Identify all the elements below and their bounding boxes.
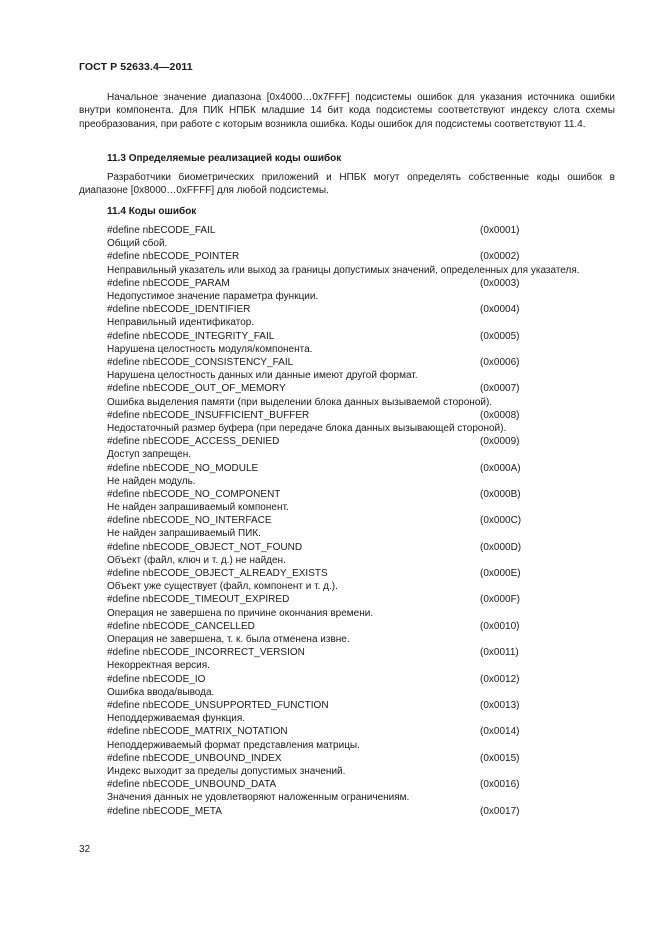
define-name: #define nbECODE_INTEGRITY_FAIL (107, 330, 275, 342)
error-code-value: (0x0017) (480, 805, 520, 817)
define-name: #define nbECODE_UNSUPPORTED_FUNCTION (107, 700, 329, 712)
error-code-define (79, 224, 615, 237)
define-name: #define nbECODE_UNBOUND_INDEX (107, 752, 282, 764)
error-code-value: (0x0013) (480, 700, 520, 712)
error-code-value: (0x0010) (480, 620, 520, 632)
section-11-4-heading: 11.4 Коды ошибок (107, 206, 197, 217)
error-code-value: (0x0001) (480, 225, 520, 236)
define-name: #define nbECODE_MATRIX_NOTATION (107, 726, 288, 738)
define-name: #define nbECODE_OUT_OF_MEMORY (107, 383, 286, 395)
error-code-description: Неправильный указатель или выход за границы допустимых значений, определенных для указателя. (107, 264, 580, 276)
define-name: #define nbECODE_IDENTIFIER (107, 304, 251, 316)
error-code-value: (0x0007) (480, 383, 520, 395)
define-name: #define nbECODE_INSUFFICIENT_BUFFER (107, 409, 310, 421)
error-code-define (79, 330, 615, 343)
error-code-define (79, 699, 615, 712)
error-code-description: Неподдерживаемая функция. (107, 713, 246, 725)
define-name: #define nbECODE_IO (107, 673, 206, 685)
error-code-description: Ошибка выделения памяти (при выделении блока данных вызываемой стороной). (107, 396, 493, 408)
define-name: #define nbECODE_NO_MODULE (107, 462, 259, 474)
error-code-define (79, 541, 615, 554)
error-code-define (79, 567, 615, 580)
error-code-description: Операция не завершена по причине окончания времени. (107, 607, 374, 619)
error-code-value: (0x000F) (480, 594, 521, 606)
error-code-description: Недопустимое значение параметра функции. (107, 290, 319, 302)
define-name: #define nbECODE_FAIL (107, 225, 216, 236)
error-code-value: (0x0012) (480, 673, 520, 685)
define-name: #define nbECODE_POINTER (107, 251, 240, 263)
error-code-define (79, 620, 615, 633)
section-11-3-paragraph (79, 171, 615, 198)
define-name: #define nbECODE_PARAM (107, 277, 230, 289)
define-name: #define nbECODE_ACCESS_DENIED (107, 436, 280, 448)
define-name: #define nbECODE_INCORRECT_VERSION (107, 647, 305, 659)
define-name: #define nbECODE_OBJECT_ALREADY_EXISTS (107, 568, 328, 580)
error-code-description: Общий сбой. (107, 238, 168, 250)
error-code-define (79, 488, 615, 501)
error-code-description: Доступ запрещен. (107, 449, 191, 461)
error-code-define (79, 752, 615, 765)
error-code-description: Объект уже существует (файл, компонент и т. д.). (107, 581, 338, 593)
error-code-value: (0x0014) (480, 726, 520, 738)
error-code-value: (0x000D) (480, 541, 522, 553)
error-code-define (79, 593, 615, 606)
error-code-define (79, 514, 615, 527)
error-code-define (79, 725, 615, 738)
error-code-value: (0x0015) (480, 752, 520, 764)
error-code-description: Недостаточный размер буфера (при передаче блока данных вызывающей стороной). (107, 422, 507, 434)
intro-paragraph (79, 91, 615, 131)
error-code-value: (0x0016) (480, 779, 520, 791)
error-code-value: (0x0004) (480, 304, 520, 316)
error-code-define (79, 435, 615, 448)
error-code-define (79, 382, 615, 395)
define-name: #define nbECODE_TIMEOUT_EXPIRED (107, 594, 290, 606)
error-code-description: Неподдерживаемый формат представления матрицы. (107, 739, 360, 751)
error-code-value: (0x0005) (480, 330, 520, 342)
error-code-value: (0x0011) (480, 647, 519, 659)
document-header: ГОСТ Р 52633.4—2011 (79, 61, 193, 73)
error-code-description: Индекс выходит за пределы допустимых значений. (107, 766, 346, 777)
error-code-value: (0x0003) (480, 277, 520, 289)
error-code-define (79, 250, 615, 263)
error-code-description: Ошибка ввода/вывода. (107, 686, 215, 698)
error-code-description: Значения данных не удовлетворяют наложенным ограничениям. (107, 792, 410, 804)
error-code-define (79, 646, 615, 659)
error-code-define (79, 303, 615, 316)
error-code-description: Нарушена целостность модуля/компонента. (107, 343, 313, 355)
error-code-define (79, 409, 615, 422)
error-code-value: (0x000A) (480, 462, 521, 474)
error-code-value: (0x0008) (480, 409, 520, 421)
define-name: #define nbECODE_META (107, 805, 222, 817)
error-code-description: Некорректная версия. (107, 660, 210, 672)
error-code-description: Неправильный идентификатор. (107, 317, 255, 329)
error-code-description: Объект (файл, ключ и т. д.) не найден. (107, 554, 286, 566)
error-code-description: Не найден запрашиваемый ПИК. (107, 528, 261, 540)
define-name: #define nbECODE_CONSISTENCY_FAIL (107, 356, 294, 368)
error-code-value: (0x000E) (480, 568, 521, 580)
define-name: #define nbECODE_OBJECT_NOT_FOUND (107, 541, 303, 553)
error-code-description: Нарушена целостность данных или данные имеют другой формат. (107, 370, 418, 382)
error-code-value: (0x0002) (480, 251, 520, 263)
error-code-description: Не найден запрашиваемый компонент. (107, 502, 289, 514)
section-11-3-text: Разработчики биометрических приложений и НПБК могут определять собственные коды ошибок в диапазоне [0x8000…0xFFFF] для любой подсистемы. (79, 172, 615, 197)
error-code-list (79, 224, 615, 818)
error-code-define (79, 673, 615, 686)
error-code-value: (0x0006) (480, 356, 520, 368)
error-code-description: Не найден модуль. (107, 475, 196, 487)
define-name: #define nbECODE_UNBOUND_DATA (107, 779, 277, 791)
error-code-define (79, 277, 615, 290)
error-code-define (79, 462, 615, 475)
define-name: #define nbECODE_NO_INTERFACE (107, 515, 272, 527)
intro-text: Начальное значение диапазона [0x4000…0x7FFF] подсистемы ошибок для указания источника ошибки внутри компонента. Для ПИК НПБК младшие 14 бит кода подсистемы соответствуют индексу слота схемы преобразования, при работе с которым возникла ошибка. Коды ошибок для подсистемы соответствуют 11.4. (79, 92, 615, 130)
error-code-define (79, 778, 615, 791)
define-name: #define nbECODE_NO_COMPONENT (107, 488, 281, 500)
error-code-define (79, 356, 615, 369)
error-code-define (79, 805, 615, 818)
error-code-value: (0x000C) (480, 515, 522, 527)
error-code-value: (0x0009) (480, 436, 520, 448)
section-11-3-heading: 11.3 Определяемые реализацией коды ошибок (107, 153, 342, 164)
define-name: #define nbECODE_CANCELLED (107, 620, 255, 632)
page-number: 32 (79, 844, 91, 855)
error-code-description: Операция не завершена, т. к. была отменена извне. (107, 634, 350, 646)
error-code-value: (0x000B) (480, 488, 521, 500)
